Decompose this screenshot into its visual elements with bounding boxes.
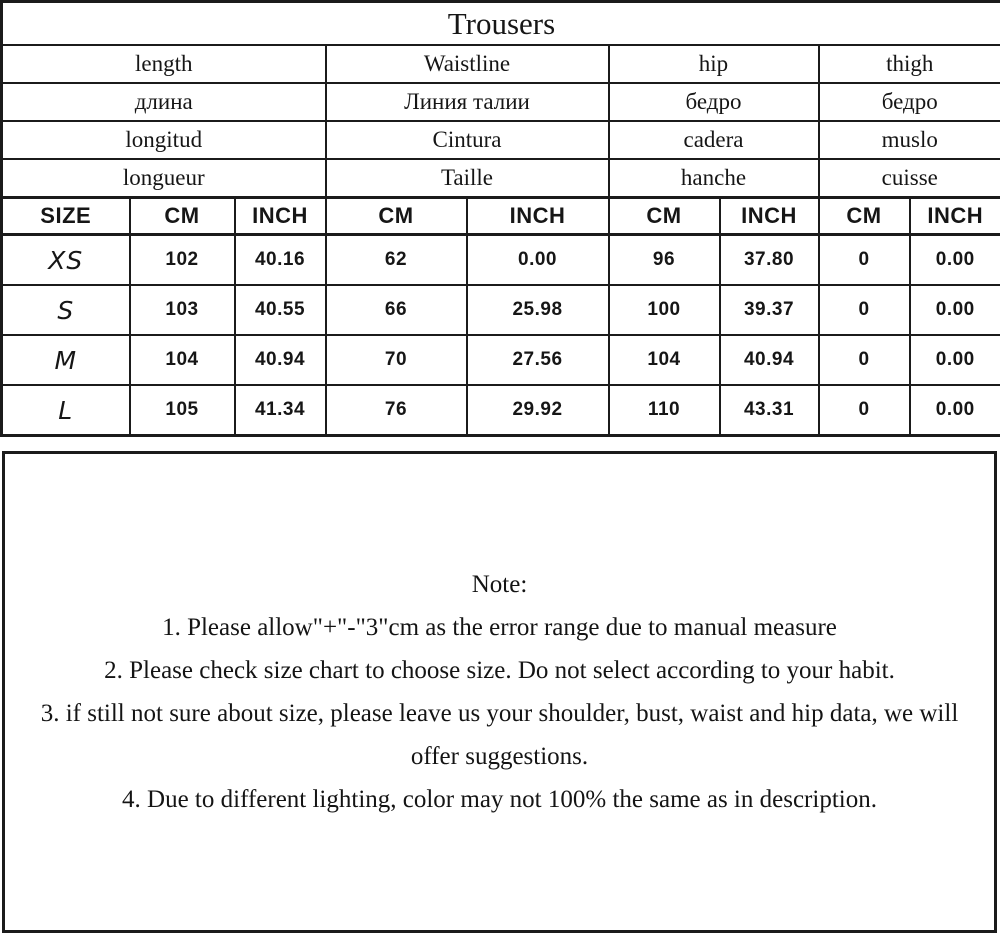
title-row [2,2,1000,46]
unit-header-thigh-inch: INCH [910,198,1000,235]
s-thigh-inch: 0.00 [910,285,1000,335]
xs-thigh-cm: 0 [819,235,910,286]
notes-heading: Note: [471,571,528,598]
page-title: Trousers [2,2,1000,46]
size-row-m [2,335,1000,385]
header-thigh-ru: бедро [819,83,1000,121]
l-length-cm: 105 [130,385,235,436]
header-hip-ru: бедро [609,83,819,121]
xs-length-inch: 40.16 [235,235,326,286]
m-hip-cm: 104 [609,335,720,385]
m-thigh-cm: 0 [819,335,910,385]
m-thigh-inch: 0.00 [910,335,1000,385]
xs-thigh-inch: 0.00 [910,235,1000,286]
unit-header-thigh-cm: CM [819,198,910,235]
s-length-inch: 40.55 [235,285,326,335]
m-length-inch: 40.94 [235,335,326,385]
unit-header-waist-inch: INCH [467,198,609,235]
l-waist-cm: 76 [326,385,467,436]
header-thigh-fr: cuisse [819,159,1000,198]
header-row-fr [2,159,1000,198]
header-length-fr: longueur [2,159,326,198]
unit-header-row [2,198,1000,235]
header-row-es [2,121,1000,159]
l-hip-inch: 43.31 [720,385,819,436]
xs-waist-inch: 0.00 [467,235,609,286]
header-thigh-en: thigh [819,45,1000,83]
m-waist-inch: 27.56 [467,335,609,385]
note-item-2: 2. Please check size chart to choose size. Do not select according to your habit. [104,657,895,684]
m-hip-inch: 40.94 [720,335,819,385]
size-row-s [2,285,1000,335]
header-hip-es: cadera [609,121,819,159]
header-hip-fr: hanche [609,159,819,198]
unit-header-hip-cm: CM [609,198,720,235]
xs-hip-inch: 37.80 [720,235,819,286]
header-length-en: length [2,45,326,83]
unit-header-length-inch: INCH [235,198,326,235]
m-waist-cm: 70 [326,335,467,385]
s-waist-inch: 25.98 [467,285,609,335]
header-waistline-ru: Линия талии [326,83,609,121]
header-waistline-en: Waistline [326,45,609,83]
size-label-l: L [2,385,130,436]
xs-hip-cm: 96 [609,235,720,286]
header-hip-en: hip [609,45,819,83]
unit-header-length-cm: CM [130,198,235,235]
xs-length-cm: 102 [130,235,235,286]
note-item-1: 1. Please allow"+"-"3"cm as the error range due to manual measure [162,614,837,641]
header-thigh-es: muslo [819,121,1000,159]
notes-section [2,451,997,933]
header-length-es: longitud [2,121,326,159]
unit-header-hip-inch: INCH [720,198,819,235]
m-length-cm: 104 [130,335,235,385]
l-thigh-inch: 0.00 [910,385,1000,436]
size-label-m: M [2,335,130,385]
l-thigh-cm: 0 [819,385,910,436]
s-thigh-cm: 0 [819,285,910,335]
size-row-xs [2,235,1000,286]
header-waistline-es: Cintura [326,121,609,159]
l-hip-cm: 110 [609,385,720,436]
size-row-l [2,385,1000,436]
xs-waist-cm: 62 [326,235,467,286]
s-hip-cm: 100 [609,285,720,335]
s-waist-cm: 66 [326,285,467,335]
notes-text-block [20,563,980,821]
header-row-en [2,45,1000,83]
size-label-xs: XS [2,235,130,286]
note-item-3: 3. if still not sure about size, please leave us your shoulder, bust, waist and hip data, we will offer suggestions. [40,700,959,770]
header-waistline-fr: Taille [326,159,609,198]
l-length-inch: 41.34 [235,385,326,436]
s-length-cm: 103 [130,285,235,335]
unit-header-waist-cm: CM [326,198,467,235]
s-hip-inch: 39.37 [720,285,819,335]
l-waist-inch: 29.92 [467,385,609,436]
size-chart-table [0,0,1000,437]
size-column-header: SIZE [2,198,130,235]
note-item-4: 4. Due to different lighting, color may not 100% the same as in description. [122,786,877,813]
header-length-ru: длина [2,83,326,121]
size-label-s: S [2,285,130,335]
header-row-ru [2,83,1000,121]
